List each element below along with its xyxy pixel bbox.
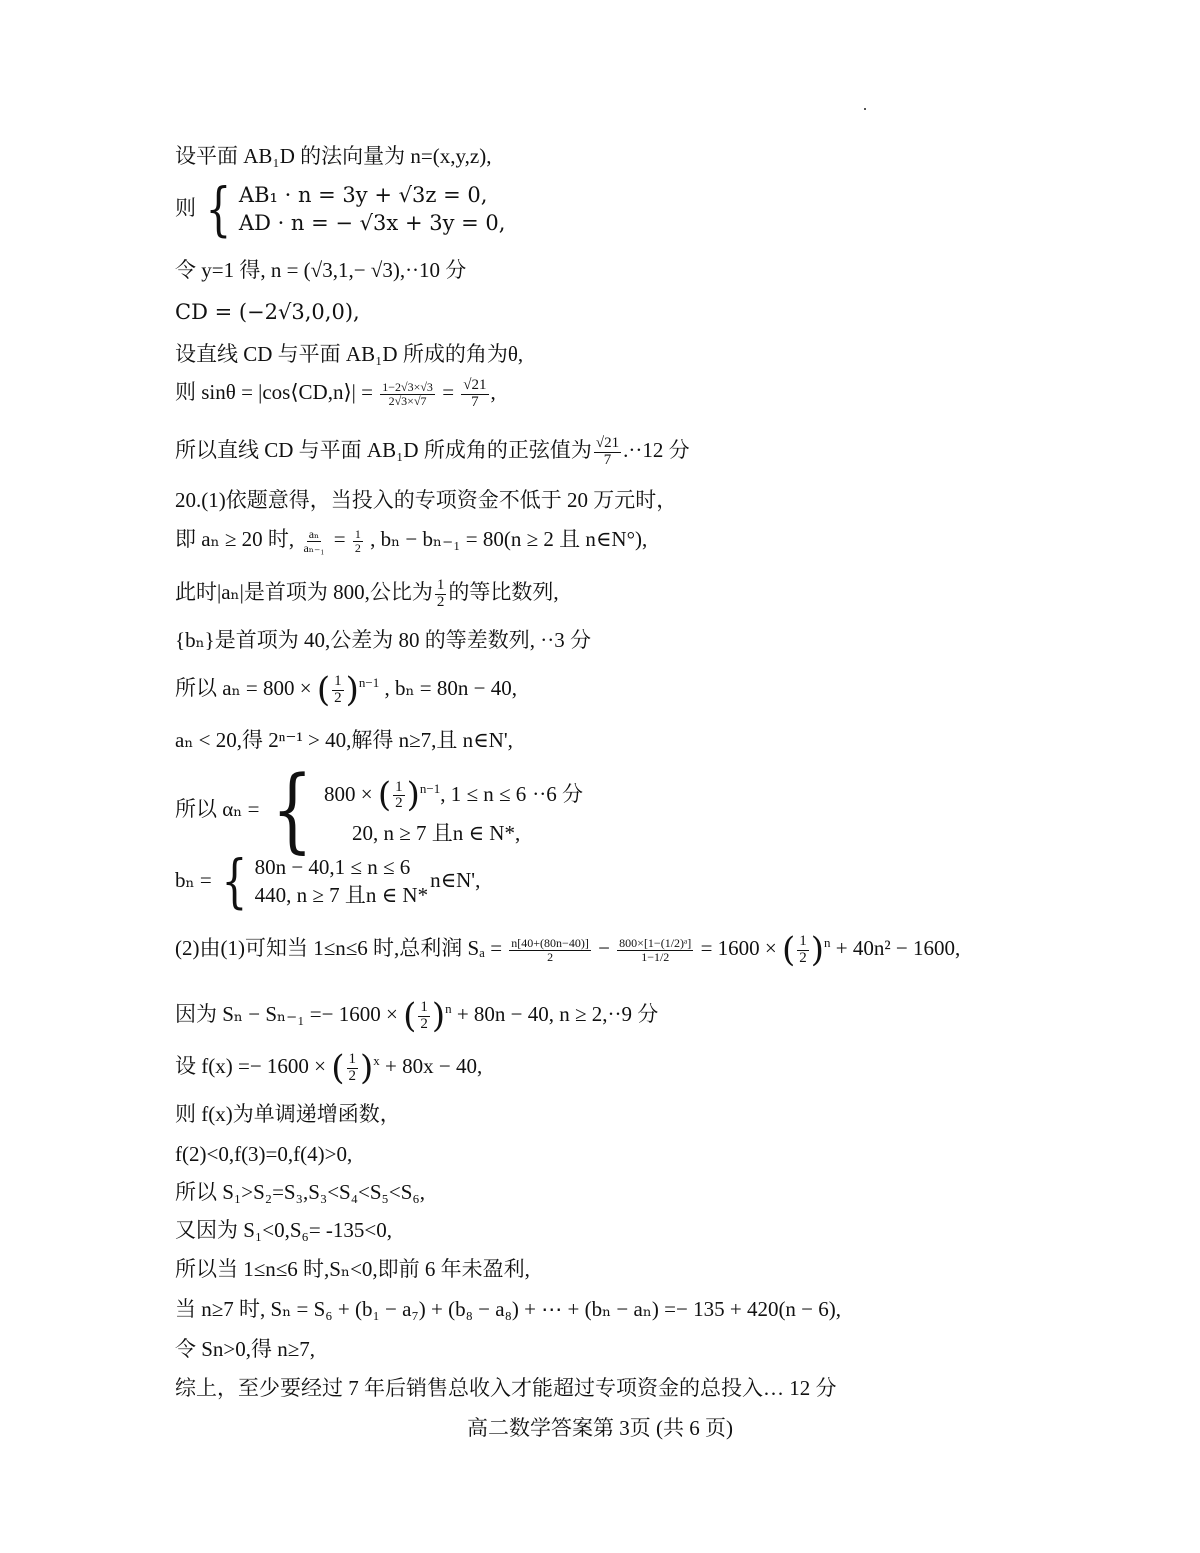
line-sn-formula: 当 n≥7 时, Sₙ = S₆ + (b₁ − a₇) + (b₈ − a₈) + ⋯ + (bₙ − aₙ) =− 135 + 420(n − 6), [175,1297,842,1321]
line-sn-difference: 因为 Sₙ − Sₙ₋₁ =− 1600 × ( $\frac{1}{2}$ )$^n$ + 80n − 40, n ≥ 2,··9 分 [175,996,659,1036]
line-total-profit: (2)由(1)可知当 1≤n≤6 时,总利润 Sₐ = $\frac{n[40+(80n-40)]}{2}$ − $\frac{\text{800×[1−(1/2)ᵃ]}}{1-1/2}$ = 1600 × ( $\frac{1}{2}$ )$^n$ + 40n² − 1600, [175,930,961,970]
left-brace: { [205,175,232,243]
line-monotonic: 则 f(x)为单调递增函数， [175,1102,401,1126]
line-an-condition: 即 aₙ ≥ 20 时, $\frac{\text{aₙ}}{\text{aₙ₋₁}}$ = $\frac{1}{2}$ , bₙ − bₙ₋₁ = 80(n ≥ 2 且 n∈N°), [175,527,648,555]
page-footer: 高二数学答案第 3页 (共 6 页) [467,1416,733,1440]
left-brace: { [272,756,314,863]
line-s-order: 所以 S₁>S₂=S₃,S₃<S₄<S₅<S₆, [175,1180,425,1204]
line-system-equations: 则 { AB₁ · n = 3y + √3z = 0, AD · n = − √3x + 3y = 0, [175,175,506,243]
line-question-20: 20.(1)依题意得，当投入的专项资金不低于 20 万元时， [175,488,678,512]
line-angle-theta: 设直线 CD 与平面 AB₁D 所成的角为θ, [175,342,524,366]
line-cd-vector: CD = (−2√3,0,0), [175,300,360,324]
line-an-bn-formula: 所以 aₙ = 800 × ( $\frac{1}{2}$ )$^{n-1}$ , bₙ = 80n − 40, [175,670,517,710]
line-geometric-seq: 此时|aₙ|是首项为 800,公比为 $\frac{1}{2}$ 的等比数列, [175,577,559,610]
line-an-less-20: aₙ < 20,得 2ⁿ⁻¹ > 40,解得 n≥7,且 n∈N', [175,728,513,752]
line-normal-vector: 设平面 AB₁D 的法向量为 n=(x,y,z), [175,144,492,168]
line-no-profit: 所以当 1≤n≤6 时,Sₙ<0,即前 6 年未盈利, [175,1257,530,1281]
line-fx-def: 设 f(x) =− 1600 × ( $\frac{1}{2}$ )$^x$ + 80x − 40, [175,1048,483,1088]
line-conclusion: 综上，至少要经过 7 年后销售总收入才能超过专项资金的总投入… 12 分 [175,1376,837,1400]
line-f-values: f(2)<0,f(3)=0,f(4)>0, [175,1142,353,1166]
line-sn-positive: 令 Sn>0,得 n≥7, [175,1337,316,1361]
line-arithmetic-seq: {bₙ}是首项为 40,公差为 80 的等差数列, ··3 分 [175,628,591,652]
line-sin-theta: 则 sinθ = |cos⟨CD,n⟩| = $\frac{1-2√3\times√3}{2√3\times√7}$ = $\frac{√21}{7}$ , [175,377,496,410]
left-brace: { [221,847,248,915]
line-sine-value: 所以直线 CD 与平面 AB₁D 所成角的正弦值为 $\frac{√21}{7}$ .··12 分 [175,435,690,468]
line-let-y: 令 y=1 得, n = (√3,1,− √3),··10 分 [175,258,467,282]
scan-dot [864,108,866,110]
line-piecewise-an: 所以 αₙ = { 800 × ( $\frac{1}{2}$ )$^{n-1}$, 1 ≤ n ≤ 6 ··6 分 20, n ≥ 7 且n ∈ N*, [175,756,584,863]
line-s-negative: 又因为 S₁<0,S₆= -135<0, [175,1218,393,1242]
line-piecewise-bn: bₙ = { 80n − 40,1 ≤ n ≤ 6 440, n ≥ 7 且n ∈ N* n∈N', [175,847,481,915]
